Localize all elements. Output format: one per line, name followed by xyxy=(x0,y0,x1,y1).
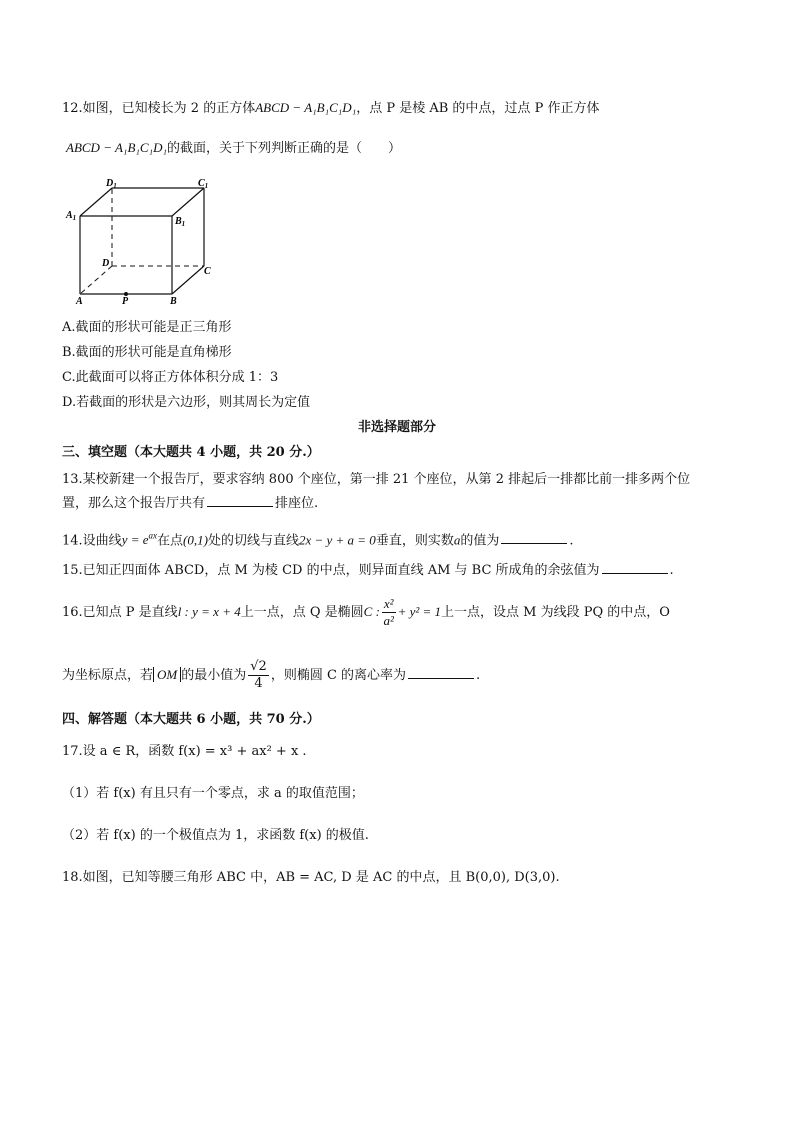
q14-point: (0,1) xyxy=(183,532,208,548)
q16-line2-mid: 的最小值为 xyxy=(181,668,247,683)
q12-option-d: D.若截面的形状是六边形，则其周长为定值 xyxy=(62,395,311,410)
q14-curve: $y = e^{ax}$ xyxy=(121,531,157,548)
q17-sub2: （2）若 f(x) 的一个极值点为 1，求函数 f(x) 的极值. xyxy=(62,828,369,843)
q16-ellipse-rest: + y² = 1 xyxy=(397,604,442,619)
q16-line2-post: ，则椭圆 C 的离心率为 xyxy=(270,668,407,683)
q17-stem: 17.设 a ∈ R，函数 f(x) = x³ + ax² + x . xyxy=(62,744,307,759)
q16-line2: 为坐标原点，若 OM 的最小值为 $\frac{√2}{4}$ ，则椭圆 C 的离心率为 . xyxy=(62,659,481,691)
q16-text-post: 上一点，设点 M 为线段 PQ 的中点，O xyxy=(441,605,670,620)
q13-line2 xyxy=(62,494,754,514)
label-c: C xyxy=(204,266,211,277)
q16-ellipse-fraction xyxy=(382,596,396,629)
q14-text-mid1: 在点 xyxy=(157,533,184,549)
q16-line2-pre: 为坐标原点，若 xyxy=(62,668,154,683)
q14-line-eq: 2x − y + a = 0 xyxy=(298,532,376,548)
q14-text-pre: 14.设曲线 xyxy=(62,533,122,549)
q16-min-den: 4 xyxy=(254,676,263,691)
q12-option-a: A.截面的形状可能是正三角形 xyxy=(62,320,232,335)
q12-option-c: C.此截面可以将正方体体积分成 1：3 xyxy=(62,370,279,385)
q12-cube-name: ABCD − A₁B₁C₁D₁ xyxy=(255,100,357,115)
q16-abs-om: OM xyxy=(153,667,181,682)
q14-text-post: 垂直，则实数 xyxy=(375,533,454,549)
q12-question: 的截面，关于下列判断正确的是（ ） xyxy=(167,141,402,156)
q14-line: 14.设曲线$y = e^{ax}$在点(0,1)处的切线与直线2x − y + a = 0垂直，则实数a的值为 . xyxy=(62,531,574,549)
q13-text-pre: 置，那么这个报告厅共有 xyxy=(62,496,206,511)
q15-text: 15.已知正四面体 ABCD，点 M 为棱 CD 的中点，则异面直线 AM 与 BC 所成角的余弦值为 xyxy=(62,563,600,578)
q12-line1 xyxy=(62,98,754,119)
label-b: B xyxy=(170,296,177,306)
label-d1: $D_1$ xyxy=(106,178,117,190)
q16-line-eq: l : y = x + 4 xyxy=(177,604,241,619)
q14-text-mid2: 处的切线与直线 xyxy=(207,533,299,549)
q16-frac-den: a² xyxy=(383,613,394,628)
part3-heading: 三、填空题（本大题共 4 小题，共 20 分.） xyxy=(62,445,320,460)
q15-line: 15.已知正四面体 ABCD，点 M 为棱 CD 的中点，则异面直线 AM 与 BC 所成角的余弦值为 . xyxy=(62,563,674,578)
part4-heading: 四、解答题（本大题共 6 小题，共 70 分.） xyxy=(62,712,320,727)
q12-option-b: B.截面的形状可能是直角梯形 xyxy=(62,345,232,360)
q16-min-num: √2 xyxy=(250,659,267,674)
q14-answer-blank[interactable] xyxy=(501,531,567,544)
q14-var: a xyxy=(453,532,461,548)
q16-min-fraction xyxy=(248,659,269,692)
q15-answer-blank[interactable] xyxy=(602,561,668,574)
q13-text-post: 排座位. xyxy=(275,496,319,511)
label-d: D xyxy=(102,258,110,269)
label-a: A xyxy=(76,296,83,306)
section-title: 非选择题部分 xyxy=(357,420,436,435)
q18-stem: 18.如图，已知等腰三角形 ABC 中，AB = AC, D 是 AC 的中点，且 B(0,0), D(3,0). xyxy=(62,870,560,885)
q12-text-pre: 12.如图，已知棱长为 2 的正方体 xyxy=(62,101,256,116)
label-b1: $B_1$ xyxy=(175,216,186,228)
q16-answer-blank[interactable] xyxy=(408,666,474,679)
q16-ellipse-label: C : xyxy=(363,604,380,619)
q12-text-post: ，点 P 是棱 AB 的中点，过点 P 作正方体 xyxy=(356,101,600,116)
q13-answer-blank[interactable] xyxy=(207,494,273,507)
q14-text-end: 的值为 xyxy=(460,533,500,549)
label-p: P xyxy=(122,296,129,306)
cube-figure xyxy=(62,176,222,306)
q16-text-mid: 上一点，点 Q 是椭圆 xyxy=(240,605,364,620)
q13-line1: 13.某校新建一个报告厅，要求容纳 800 个座位，第一排 21 个座位，从第 2 排起后一排都比前一排多两个位 xyxy=(62,472,691,487)
label-a1: $A_1$ xyxy=(66,210,77,222)
q12-cube-name-2: ABCD − A₁B₁C₁D₁ xyxy=(66,140,167,155)
label-c1: $C_1$ xyxy=(198,178,209,190)
q16-frac-num: x² xyxy=(383,596,394,611)
q12-line2 xyxy=(66,138,754,159)
q16-text-pre: 16.已知点 P 是直线 xyxy=(62,605,178,620)
q17-sub1: （1）若 f(x) 有且只有一个零点，求 a 的取值范围； xyxy=(62,786,364,801)
q16-line1 xyxy=(62,594,754,631)
